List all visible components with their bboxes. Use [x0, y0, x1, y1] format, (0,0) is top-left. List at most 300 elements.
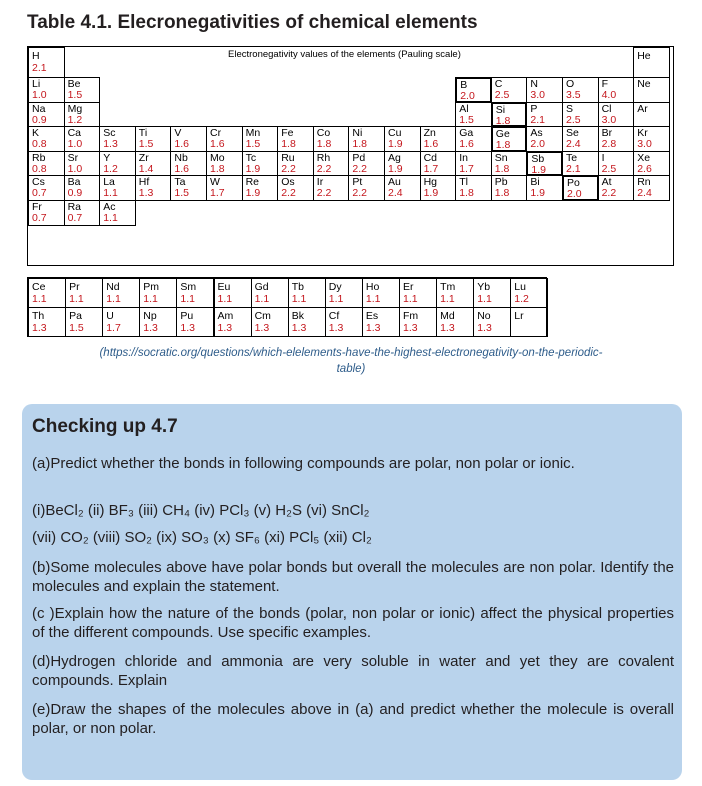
element-cell-pd	[348, 151, 385, 177]
element-cell-y	[99, 151, 136, 177]
element-symbol: Al	[459, 102, 469, 115]
electronegativity-value: 2.5	[601, 162, 617, 175]
element-symbol: Sm	[180, 281, 197, 293]
element-cell-es	[362, 307, 400, 337]
electronegativity-value: 1.3	[365, 322, 381, 334]
element-symbol: Ta	[174, 176, 186, 189]
electronegativity-value: 1.1	[291, 293, 307, 305]
element-symbol: W	[210, 176, 220, 189]
element-cell-no	[473, 307, 511, 337]
element-cell-re	[242, 175, 279, 201]
electronegativity-value: 1.1	[106, 293, 121, 305]
electronegativity-value: 2.2	[316, 162, 332, 175]
element-symbol: Cf	[328, 310, 340, 322]
element-cell-ba	[64, 175, 101, 201]
electronegativity-value: 2.0	[567, 188, 582, 201]
electronegativity-value: 1.3	[180, 322, 195, 334]
element-cell-sc	[99, 126, 136, 152]
element-symbol: Mo	[210, 151, 225, 164]
periodic-table	[27, 46, 674, 266]
electronegativity-value: 1.3	[138, 187, 154, 200]
electronegativity-value: 2.4	[566, 138, 581, 151]
element-symbol: Np	[143, 310, 157, 322]
lanthanide-actinide-table	[27, 277, 547, 337]
element-symbol: Cm	[254, 310, 271, 322]
electronegativity-value: 1.8	[495, 114, 511, 127]
element-cell-s	[562, 102, 599, 128]
electronegativity-value: 1.7	[106, 322, 121, 334]
element-cell-si	[491, 102, 528, 128]
reference-line-2: table)	[336, 363, 366, 375]
electronegativity-value: 2.4	[388, 187, 403, 200]
element-cell-k	[28, 126, 65, 152]
element-symbol: O	[566, 78, 575, 90]
element-cell-pa	[65, 307, 103, 337]
question-d: (d)Hydrogen chloride and ammonia are very soluble in water and yet they are covalent compounds. Explain	[32, 653, 674, 689]
element-cell-ar	[633, 102, 670, 128]
element-symbol: Ir	[316, 176, 324, 189]
element-cell-fm	[399, 307, 437, 337]
electronegativity-value: 1.3	[103, 138, 118, 151]
element-symbol: Ce	[32, 281, 46, 293]
element-cell-w	[206, 175, 243, 201]
electronegativity-value: 1.3	[403, 322, 418, 334]
element-symbol: Md	[440, 310, 455, 322]
element-symbol: Os	[281, 176, 295, 189]
element-symbol: Si	[495, 103, 506, 116]
element-cell-sr	[64, 151, 101, 177]
electronegativity-value: 1.0	[67, 138, 83, 151]
electronegativity-value: 0.9	[32, 113, 47, 126]
element-cell-lu	[510, 278, 548, 308]
electronegativity-value: 2.2	[352, 162, 367, 175]
electronegativity-value: 2.2	[352, 187, 367, 200]
element-symbol: Bk	[291, 310, 304, 322]
element-cell-ti	[135, 126, 172, 152]
element-cell-mn	[242, 126, 279, 152]
element-cell-ac	[99, 200, 136, 226]
electronegativity-value: 1.3	[254, 322, 270, 334]
element-symbol: Ni	[352, 127, 363, 140]
electronegativity-value: 2.4	[637, 187, 652, 200]
electronegativity-value: 3.0	[601, 113, 617, 126]
electronegativity-value: 1.2	[67, 113, 83, 126]
electronegativity-value: 0.7	[67, 212, 83, 224]
element-symbol: Rh	[316, 151, 331, 164]
element-symbol: P	[530, 102, 538, 115]
element-symbol: Pd	[352, 151, 366, 164]
electronegativity-value: 2.6	[637, 162, 652, 175]
element-cell-os	[277, 175, 314, 201]
element-symbol: Zr	[138, 151, 149, 164]
element-cell-cd	[420, 151, 457, 177]
element-symbol: Ge	[495, 128, 510, 141]
electronegativity-value: 0.9	[67, 187, 83, 200]
element-symbol: Se	[566, 127, 579, 140]
element-cell-cr	[206, 126, 243, 152]
element-symbol: Au	[388, 176, 401, 189]
electronegativity-value: 3.0	[530, 89, 545, 101]
element-symbol: Fe	[281, 127, 294, 140]
question-a: (a)Predict whether the bonds in following compounds are polar, non polar or ionic.	[32, 455, 575, 472]
electronegativity-value: 1.7	[210, 187, 225, 200]
element-cell-cs	[28, 175, 65, 201]
electronegativity-value: 1.6	[423, 138, 439, 151]
element-symbol: Lr	[514, 310, 524, 322]
element-symbol: Sn	[494, 151, 508, 164]
element-symbol: Y	[103, 151, 111, 164]
element-symbol: Th	[32, 310, 45, 322]
element-cell-rb	[28, 151, 65, 177]
element-cell-ag	[384, 151, 421, 177]
checking-up-box	[22, 404, 682, 780]
element-cell-th	[28, 307, 66, 337]
element-cell-ra	[64, 200, 101, 226]
electronegativity-value: 1.1	[103, 212, 118, 224]
element-symbol: Pt	[352, 176, 363, 189]
element-symbol: Ti	[138, 127, 148, 140]
element-symbol: At	[601, 176, 612, 189]
electronegativity-value: 1.5	[67, 89, 83, 101]
element-cell-tc	[242, 151, 279, 177]
element-cell-nb	[170, 151, 207, 177]
electronegativity-value: 1.3	[32, 322, 47, 334]
electronegativity-value: 2.2	[281, 187, 296, 200]
electronegativity-value: 1.3	[477, 322, 492, 334]
element-cell-zn	[420, 126, 457, 152]
element-cell-ca	[64, 126, 101, 152]
element-symbol: Cs	[32, 176, 45, 189]
compound-list-1: (i)BeCl₂ (ii) BF₃ (iii) CH₄ (iv) PCl₃ (v) H₂S (vi) SnCl₂	[32, 502, 370, 519]
element-symbol: Ru	[281, 151, 295, 164]
element-cell-cl	[598, 102, 635, 128]
element-symbol: Kr	[637, 127, 648, 140]
element-symbol: Co	[316, 127, 331, 140]
element-symbol: Ne	[637, 78, 651, 90]
element-symbol: Li	[32, 78, 41, 90]
element-cell-eu	[214, 278, 252, 308]
electronegativity-value: 2.1	[566, 162, 581, 175]
element-symbol: Eu	[217, 281, 231, 293]
element-cell-po	[562, 175, 599, 201]
electronegativity-value: 3.0	[637, 138, 652, 151]
electronegativity-value: 1.4	[138, 162, 154, 175]
element-cell-ru	[277, 151, 314, 177]
element-symbol: Cd	[423, 151, 438, 164]
element-symbol: Ar	[637, 102, 648, 115]
element-symbol: H	[32, 50, 40, 62]
electronegativity-value: 1.8	[210, 162, 225, 175]
electronegativity-value: 1.7	[423, 162, 439, 175]
element-symbol: Nd	[106, 281, 120, 293]
element-symbol: Pr	[69, 281, 80, 293]
element-symbol: N	[530, 78, 538, 90]
element-symbol: Rb	[32, 151, 46, 164]
element-symbol: Re	[245, 176, 260, 189]
electronegativity-value: 1.5	[174, 187, 189, 200]
electronegativity-value: 1.5	[69, 322, 84, 334]
element-cell-n	[526, 77, 563, 103]
element-cell-c	[491, 77, 528, 103]
electronegativity-value: 1.9	[388, 138, 403, 151]
element-symbol: Tl	[459, 176, 468, 189]
electronegativity-value: 1.9	[245, 162, 261, 175]
element-cell-am	[214, 307, 252, 337]
element-symbol: Ba	[67, 176, 81, 189]
element-cell-xe	[633, 151, 670, 177]
element-cell-nd	[102, 278, 140, 308]
electronegativity-value: 2.0	[460, 90, 475, 102]
electronegativity-value: 2.8	[601, 138, 617, 151]
element-cell-pu	[176, 307, 214, 337]
element-cell-pm	[139, 278, 177, 308]
reference-line-1: (https://socratic.org/questions/which-elelements-have-the-highest-electronegativity-on-the-periodic-	[99, 347, 603, 359]
element-cell-bk	[288, 307, 326, 337]
electronegativity-value: 2.0	[530, 138, 545, 151]
element-cell-i	[598, 151, 635, 177]
element-symbol: Hg	[423, 176, 438, 189]
element-cell-pr	[65, 278, 103, 308]
electronegativity-value: 1.1	[365, 293, 381, 305]
electronegativity-value: 2.1	[530, 113, 545, 126]
element-symbol: C	[494, 78, 503, 90]
element-symbol: Br	[601, 127, 613, 140]
electronegativity-value: 1.6	[459, 138, 474, 151]
element-cell-co	[313, 126, 350, 152]
element-symbol: Pu	[180, 310, 194, 322]
electronegativity-value: 2.2	[601, 187, 617, 200]
compound-list-2: (vii) CO₂ (viii) SO₂ (ix) SO₃ (x) SF₆ (xi) PCl₅ (xii) Cl₂	[32, 529, 372, 546]
element-symbol: Ac	[103, 201, 116, 213]
element-symbol: Es	[365, 310, 379, 322]
electronegativity-value: 1.1	[217, 293, 233, 305]
electronegativity-value: 2.5	[494, 89, 510, 101]
electronegativity-value: 1.9	[423, 187, 439, 200]
element-cell-ta	[170, 175, 207, 201]
element-symbol: Mg	[67, 102, 83, 115]
electronegativity-value: 1.9	[245, 187, 261, 200]
question-e: (e)Draw the shapes of the molecules above in (a) and predict whether the molecule is overall polar, or non polar.	[32, 701, 674, 737]
element-cell-be	[64, 77, 101, 103]
element-cell-rh	[313, 151, 350, 177]
element-cell-tm	[436, 278, 474, 308]
electronegativity-value: 1.6	[174, 162, 189, 175]
element-cell-sn	[491, 151, 528, 177]
element-symbol: Xe	[637, 151, 651, 164]
element-cell-sm	[176, 278, 214, 308]
electronegativity-value: 1.6	[174, 138, 189, 151]
element-cell-er	[399, 278, 437, 308]
element-symbol: Hf	[138, 176, 150, 189]
element-cell-lr	[510, 307, 548, 337]
element-symbol: Fr	[32, 201, 42, 213]
electronegativity-value: 1.3	[143, 322, 158, 334]
element-cell-ce	[28, 278, 66, 308]
element-cell-pt	[348, 175, 385, 201]
electronegativity-value: 0.7	[32, 212, 47, 224]
element-symbol: Tc	[245, 151, 257, 164]
element-symbol: Ga	[459, 127, 474, 140]
electronegativity-value: 1.5	[138, 138, 154, 151]
element-symbol: Rn	[637, 176, 651, 189]
element-cell-gd	[251, 278, 289, 308]
element-cell-ge	[491, 126, 528, 152]
electronegativity-value: 2.1	[32, 62, 47, 74]
element-symbol: I	[601, 151, 605, 164]
electronegativity-value: 0.7	[32, 187, 47, 200]
element-cell-in	[455, 151, 492, 177]
element-symbol: Pm	[143, 281, 160, 293]
element-cell-fe	[277, 126, 314, 152]
element-symbol: Sb	[531, 152, 545, 165]
element-cell-mo	[206, 151, 243, 177]
element-symbol: K	[32, 127, 40, 140]
element-cell-p	[526, 102, 563, 128]
electronegativity-value: 1.9	[388, 162, 403, 175]
electronegativity-value: 1.9	[530, 187, 545, 200]
electronegativity-value: 1.0	[67, 162, 83, 175]
electronegativity-value: 1.2	[103, 162, 118, 175]
element-symbol: B	[460, 79, 468, 91]
element-symbol: F	[601, 78, 609, 90]
element-cell-kr	[633, 126, 670, 152]
element-cell-tb	[288, 278, 326, 308]
element-cell-ni	[348, 126, 385, 152]
electronegativity-value: 1.1	[403, 293, 418, 305]
element-cell-yb	[473, 278, 511, 308]
element-symbol: Sr	[67, 151, 79, 164]
element-symbol: Fm	[403, 310, 419, 322]
element-symbol: No	[477, 310, 491, 322]
element-symbol: Gd	[254, 281, 269, 293]
element-cell-pb	[491, 175, 528, 201]
element-symbol: In	[459, 151, 468, 164]
element-cell-te	[562, 151, 599, 177]
electronegativity-value: 1.0	[32, 89, 47, 101]
element-cell-fr	[28, 200, 65, 226]
electronegativity-value: 1.8	[281, 138, 296, 151]
electronegativity-value: 1.1	[254, 293, 270, 305]
element-symbol: Ra	[67, 201, 82, 213]
electronegativity-value: 1.8	[494, 162, 510, 175]
element-symbol: Dy	[328, 281, 342, 293]
element-cell-br	[598, 126, 635, 152]
element-symbol: V	[174, 127, 182, 140]
element-symbol: Pb	[494, 176, 508, 189]
element-symbol: Ag	[388, 151, 401, 164]
electronegativity-value: 1.3	[217, 322, 233, 334]
electronegativity-value: 0.8	[32, 162, 47, 175]
electronegativity-value: 3.5	[566, 89, 581, 101]
element-cell-b	[455, 77, 492, 103]
electronegativity-value: 1.1	[143, 293, 158, 305]
electronegativity-value: 1.8	[494, 187, 510, 200]
element-cell-zr	[135, 151, 172, 177]
electronegativity-value: 0.8	[32, 138, 47, 151]
electronegativity-value: 1.1	[440, 293, 455, 305]
element-cell-he	[633, 47, 670, 78]
element-symbol: Na	[32, 102, 46, 115]
electronegativity-value: 2.2	[316, 187, 332, 200]
electronegativity-value: 1.3	[291, 322, 307, 334]
element-cell-at	[598, 175, 635, 201]
electronegativity-value: 1.1	[103, 187, 118, 200]
element-symbol: As	[530, 127, 543, 140]
element-symbol: Po	[567, 177, 580, 190]
element-symbol: Lu	[514, 281, 526, 293]
element-cell-tl	[455, 175, 492, 201]
element-cell-cf	[325, 307, 363, 337]
element-symbol: Am	[217, 310, 234, 322]
element-cell-au	[384, 175, 421, 201]
element-symbol: Cr	[210, 127, 222, 140]
electronegativity-value: 1.3	[440, 322, 455, 334]
element-symbol: Te	[566, 151, 578, 164]
electronegativity-value: 2.2	[281, 162, 296, 175]
element-cell-bi	[526, 175, 563, 201]
element-cell-u	[102, 307, 140, 337]
element-cell-md	[436, 307, 474, 337]
element-cell-na	[28, 102, 65, 128]
element-cell-ga	[455, 126, 492, 152]
electronegativity-value: 1.7	[459, 162, 474, 175]
element-cell-ir	[313, 175, 350, 201]
element-symbol: He	[637, 50, 651, 62]
electronegativity-value: 2.5	[566, 113, 581, 126]
element-symbol: Be	[67, 78, 81, 90]
electronegativity-value: 1.1	[69, 293, 84, 305]
element-symbol: U	[106, 310, 114, 322]
question-c: (c )Explain how the nature of the bonds (polar, non polar or ionic) affect the physical properties of the different compounds. Use specific examples.	[32, 605, 674, 641]
electronegativity-value: 4.0	[601, 89, 617, 101]
element-cell-f	[598, 77, 635, 103]
periodic-table-caption: Electronegativity values of the elements (Pauling scale)	[228, 49, 461, 60]
electronegativity-value: 1.1	[180, 293, 195, 305]
element-cell-cu	[384, 126, 421, 152]
element-symbol: La	[103, 176, 115, 189]
element-cell-mg	[64, 102, 101, 128]
electronegativity-value: 1.5	[459, 113, 474, 126]
element-symbol: Nb	[174, 151, 188, 164]
checkup-heading: Checking up 4.7	[32, 416, 178, 437]
element-cell-as	[526, 126, 563, 152]
element-cell-ho	[362, 278, 400, 308]
element-cell-li	[28, 77, 65, 103]
element-symbol: Pa	[69, 310, 82, 322]
question-b: (b)Some molecules above have polar bonds but overall the molecules are non polar. Identify the molecules and explain the statement.	[32, 559, 674, 595]
element-cell-al	[455, 102, 492, 128]
element-symbol: Ho	[365, 281, 380, 293]
element-symbol: Mn	[245, 127, 261, 140]
element-cell-sb	[526, 151, 563, 177]
electronegativity-value: 1.8	[495, 139, 511, 152]
electronegativity-value: 1.8	[316, 138, 332, 151]
electronegativity-value: 1.9	[531, 163, 546, 176]
element-cell-ne	[633, 77, 670, 103]
electronegativity-value: 1.8	[352, 138, 367, 151]
element-cell-cm	[251, 307, 289, 337]
table-title: Table 4.1. Elecronegativities of chemical elements	[27, 12, 478, 33]
element-cell-hg	[420, 175, 457, 201]
element-cell-hf	[135, 175, 172, 201]
element-symbol: Cl	[601, 102, 612, 115]
element-symbol: Zn	[423, 127, 436, 140]
element-symbol: S	[566, 102, 574, 115]
element-cell-h	[28, 47, 65, 78]
electronegativity-value: 1.8	[459, 187, 474, 200]
element-symbol: Bi	[530, 176, 540, 189]
electronegativity-value: 1.1	[477, 293, 492, 305]
